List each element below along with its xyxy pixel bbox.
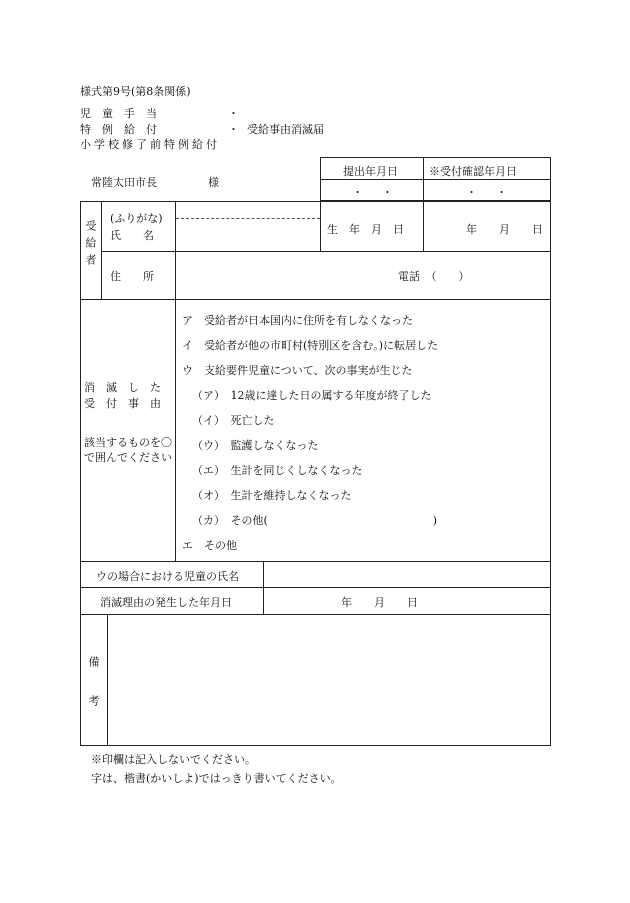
form-name: 受給事由消滅届 [247, 123, 324, 136]
child-name-input[interactable] [268, 564, 546, 584]
footer-note-1: ※印欄は記入しないでください。 [91, 753, 256, 766]
reasons-label-1: 消 滅 し た [84, 381, 161, 394]
birth-vdivider [423, 201, 424, 251]
receipt-date-label: ※受付確認年月日 [429, 165, 517, 178]
reasons-label-2: 受 付 事 由 [84, 397, 161, 410]
title-line-1-text: 児 童 手 当 [80, 107, 157, 120]
receipt-date-value: ・ ・ [466, 186, 511, 199]
remarks-label: 備考 [87, 656, 100, 734]
recipient-row-divider [101, 251, 551, 252]
reasons-bottom [80, 561, 551, 562]
furigana-dash [176, 218, 320, 219]
date-table-divider [320, 179, 551, 180]
phone-label[interactable]: 電話 （ ） [398, 270, 470, 283]
reason-item[interactable]: （エ） 生計を同じくしなくなった [192, 464, 363, 477]
reason-item[interactable]: （イ） 死亡した [192, 414, 275, 427]
reason-item[interactable]: ア 受給者が日本国内に住所を有しなくなった [182, 314, 413, 327]
reason-item[interactable]: イ 受給者が他の市町村(特別区を含む。)に転居した [182, 339, 439, 352]
reason-item[interactable]: ウ 支給要件児童について、次の事実が生じた [182, 364, 413, 377]
birth-label: 生 年 月 日 [327, 223, 404, 236]
name-label: 氏 名 [110, 229, 154, 242]
reason-item[interactable]: （ウ） 監護しなくなった [192, 439, 319, 452]
occurrence-value[interactable]: 年 月 日 [341, 596, 418, 609]
reason-item[interactable]: （オ） 生計を維持しなくなった [192, 489, 352, 502]
recipient-section-label: 受給者 [84, 220, 97, 271]
occurrence-label: 消滅理由の発生した年月日 [100, 596, 232, 609]
remarks-input[interactable] [110, 618, 548, 742]
recipient-vdivider [101, 201, 102, 299]
separator-1: ・ [228, 107, 239, 120]
footer-note-2: 字は、楷書(かいしよ)ではっきり書いてください。 [91, 772, 342, 785]
name-birth-vdivider [320, 201, 321, 251]
date-table-vdivider [423, 157, 424, 201]
submit-date-label: 提出年月日 [343, 165, 398, 178]
reason-item[interactable]: （カ） その他( ) [192, 514, 438, 527]
title-line-1 [80, 105, 200, 121]
title-line-3: 小学校修了前特例給付 [80, 138, 220, 151]
birth-value[interactable]: 年 月 日 [466, 223, 543, 236]
honorific: 様 [208, 176, 219, 189]
submit-date-value[interactable]: ・ ・ [352, 186, 397, 199]
reason-item[interactable]: （ア） 12歳に達した日の属する年度が終了した [192, 389, 432, 402]
recipient-bottom [80, 299, 551, 300]
reasons-vdivider [175, 299, 176, 561]
remarks-vdivider [107, 614, 108, 746]
child-name-bottom [80, 587, 551, 588]
name-input[interactable] [178, 225, 318, 245]
mayor-name: 常陸太田市長 [91, 176, 157, 189]
recipient-label-vdivider [175, 201, 176, 299]
title-line-2: 特 例 給 付 [80, 123, 157, 136]
reason-item[interactable]: エ その他 [182, 539, 237, 552]
separator-2: ・ [228, 123, 239, 136]
reasons-instruction: 該当するものを〇で囲んでください [84, 436, 172, 464]
address-label: 住 所 [110, 270, 154, 283]
furigana-label: (ふりがな) [110, 212, 163, 225]
form-number: 様式第9号(第8条関係) [80, 85, 191, 98]
occurrence-bottom [80, 614, 551, 615]
child-name-label: ウの場合における児童の氏名 [96, 570, 239, 583]
